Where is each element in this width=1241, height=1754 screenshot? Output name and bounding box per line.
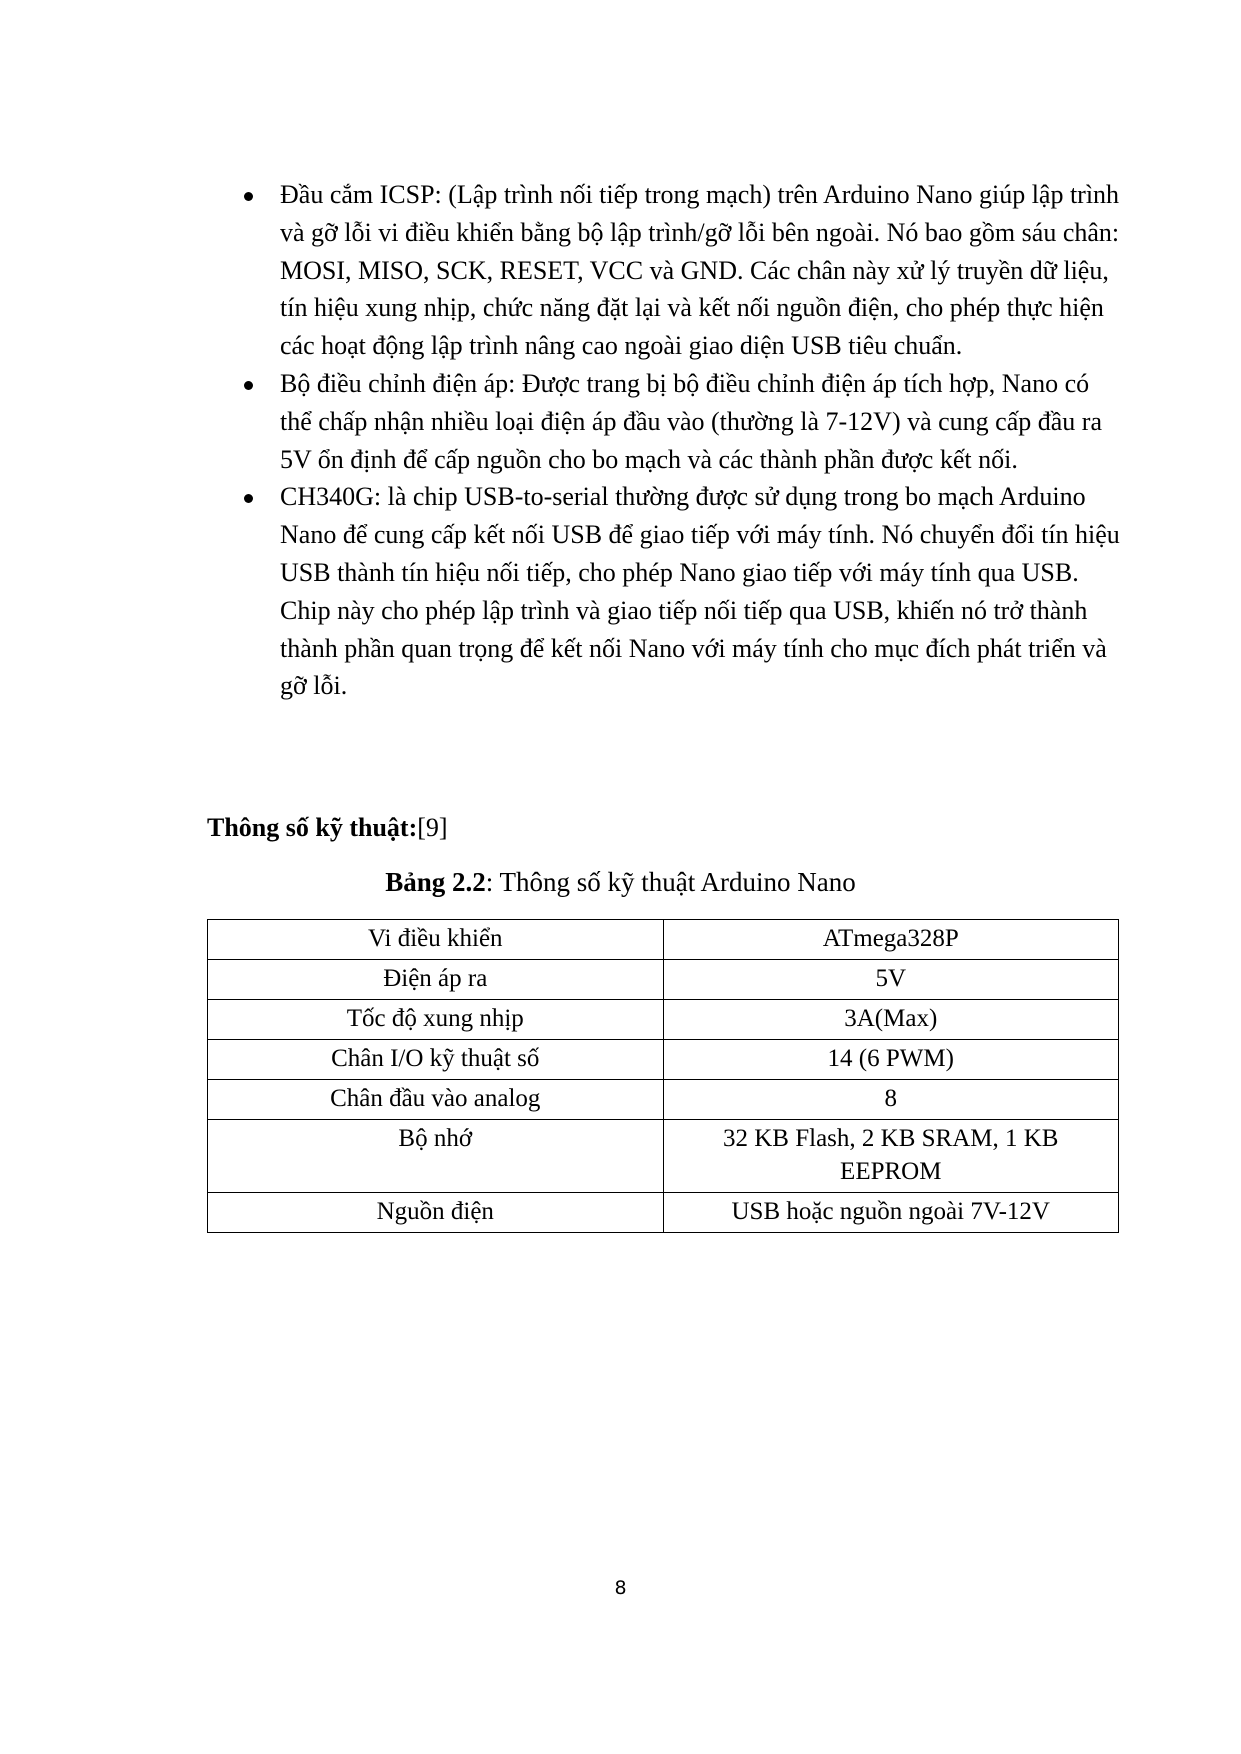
bullet-text: Đầu cắm ICSP: (Lập trình nối tiếp trong mạch) trên Arduino Nano giúp lập trình và gỡ lỗi vi điều khiển bằng bộ lập trình/gỡ lỗi bên ngoài. Nó bao gồm sáu chân: MOSI, MISO, SCK, RESET, VCC và GND. Các chân này xử lý truyền dữ liệu, tín hiệu xung nhịp, chức năng đặt lại và kết nối nguồn điện, cho phép thực hiện các hoạt động lập trình nâng cao ngoài giao diện USB tiêu chuẩn.	[280, 180, 1120, 361]
bullet-list	[244, 176, 1124, 705]
table-cell-label: Vi điều khiển	[208, 920, 664, 960]
table-cell-label: Nguồn điện	[208, 1193, 664, 1233]
bullet-dot-icon	[244, 381, 253, 390]
bullet-item-ch340g	[244, 478, 1124, 705]
table-cell-label: Bộ nhớ	[208, 1120, 664, 1193]
table-cell-label: Chân đầu vào analog	[208, 1080, 664, 1120]
table-cell-label: Chân I/O kỹ thuật số	[208, 1040, 664, 1080]
page-number: 8	[614, 1577, 627, 1599]
bullet-text: CH340G: là chip USB-to-serial thường được sử dụng trong bo mạch Arduino Nano để cung cấp kết nối USB để giao tiếp với máy tính. Nó chuyển đổi tín hiệu USB thành tín hiệu nối tiếp, cho phép Nano giao tiếp với máy tính qua USB. Chip này cho phép lập trình và giao tiếp nối tiếp qua USB, khiến nó trở thành thành phần quan trọng để kết nối Nano với máy tính cho mục đích phát triển và gỡ lỗi.	[280, 482, 1120, 701]
table-cell-value: 8	[663, 1080, 1119, 1120]
table-row	[208, 960, 1119, 1000]
table-cell-value: 5V	[663, 960, 1119, 1000]
bullet-dot-icon	[244, 494, 253, 503]
spec-table	[207, 919, 1119, 1233]
table-cell-value: 3A(Max)	[663, 1000, 1119, 1040]
table-row	[208, 1193, 1119, 1233]
bullet-item-voltage-regulator	[244, 365, 1124, 478]
bullet-item-icsp	[244, 176, 1124, 365]
section-heading	[207, 810, 448, 846]
table-caption	[0, 864, 1241, 900]
table-row	[208, 1000, 1119, 1040]
heading-bold-text: Thông số kỹ thuật:	[207, 813, 418, 842]
bullet-text: Bộ điều chỉnh điện áp: Được trang bị bộ điều chỉnh điện áp tích hợp, Nano có thể chấp nhận nhiều loại điện áp đầu vào (thường là 7-12V) và cung cấp đầu ra 5V ổn định để cấp nguồn cho bo mạch và các thành phần được kết nối.	[280, 368, 1102, 474]
table-row	[208, 920, 1119, 960]
table-cell-value: ATmega328P	[663, 920, 1119, 960]
caption-label: Bảng 2.2	[385, 867, 486, 897]
bullet-dot-icon	[244, 192, 253, 201]
table-row	[208, 1080, 1119, 1120]
table-cell-label: Tốc độ xung nhịp	[208, 1000, 664, 1040]
table-row	[208, 1120, 1119, 1193]
heading-reference: [9]	[417, 813, 448, 842]
caption-text: : Thông số kỹ thuật Arduino Nano	[485, 867, 856, 897]
table-cell-value: 32 KB Flash, 2 KB SRAM, 1 KB EEPROM	[663, 1120, 1119, 1193]
table-cell-label: Điện áp ra	[208, 960, 664, 1000]
table-cell-value: USB hoặc nguồn ngoài 7V-12V	[663, 1193, 1119, 1233]
table-row	[208, 1040, 1119, 1080]
table-cell-value: 14 (6 PWM)	[663, 1040, 1119, 1080]
